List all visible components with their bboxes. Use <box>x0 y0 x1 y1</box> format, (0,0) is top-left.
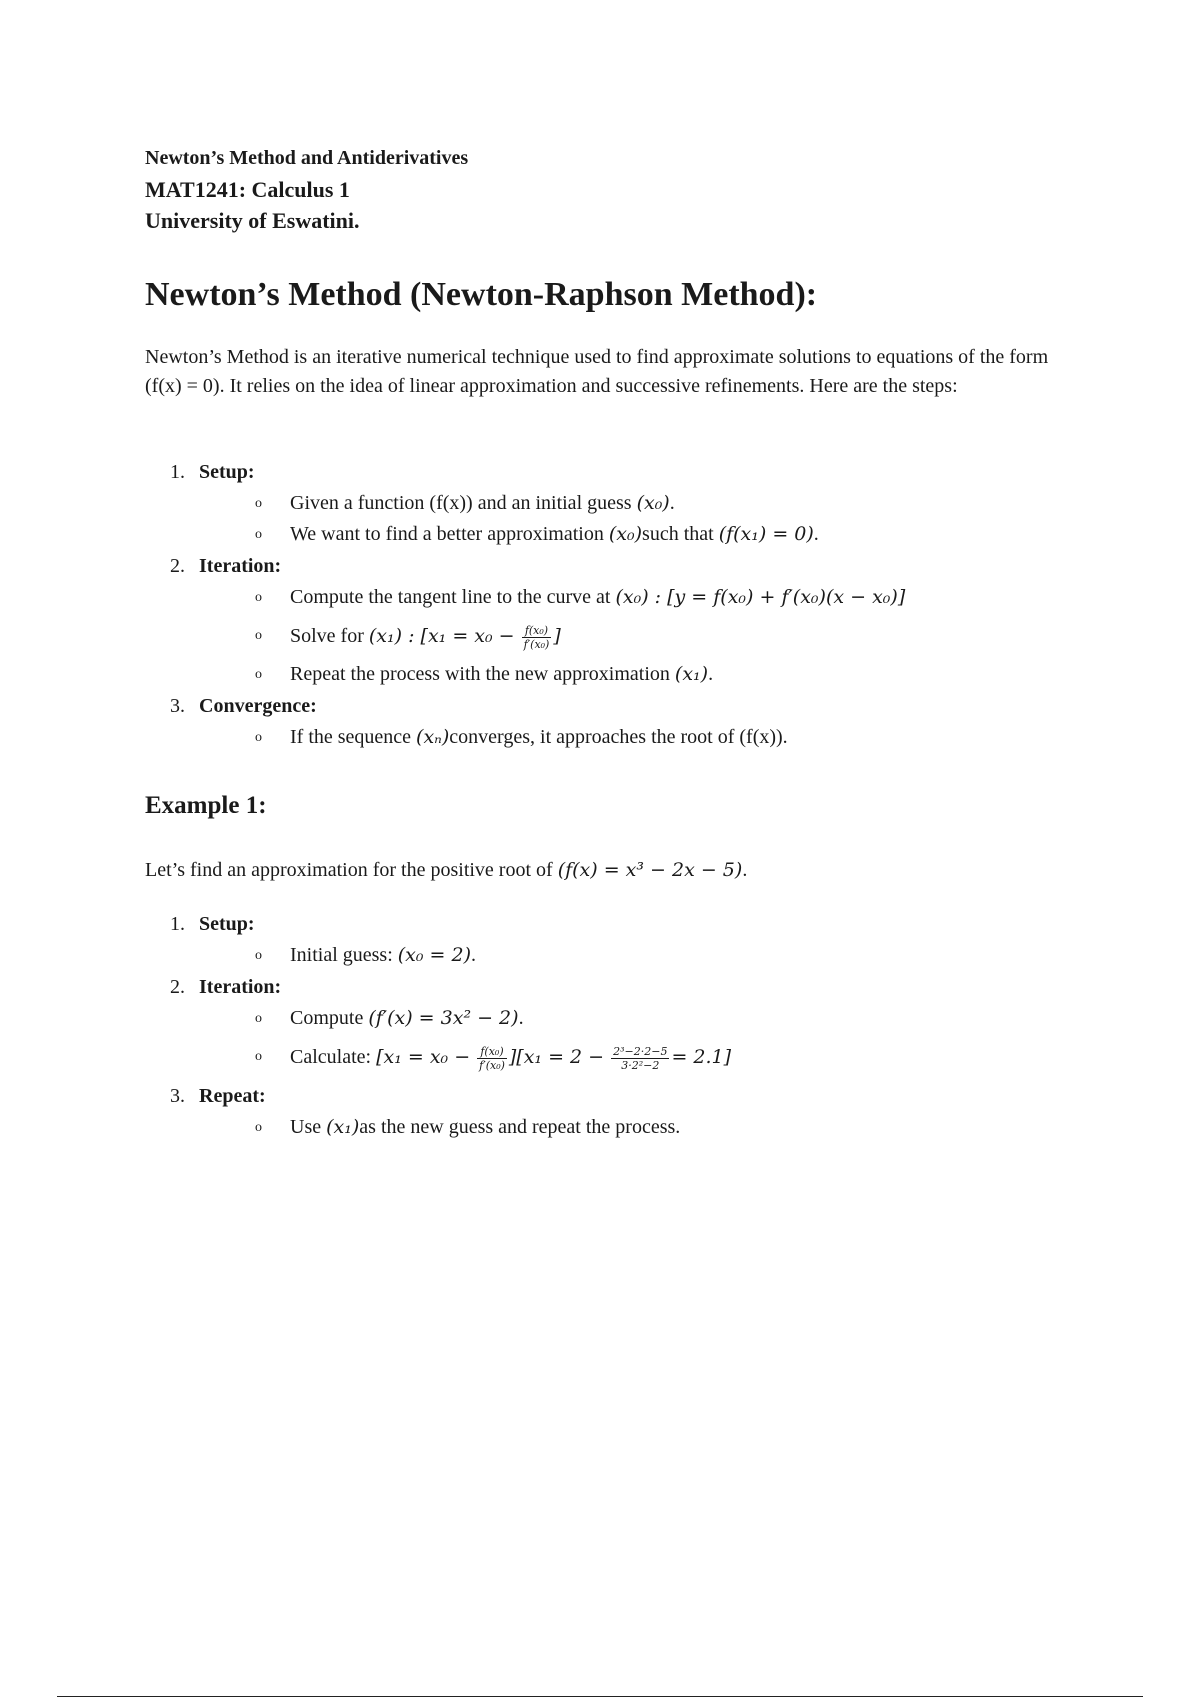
math-expression: (xₙ) <box>416 726 450 748</box>
course-code: MAT1241: Calculus 1 <box>145 177 350 202</box>
fraction: $\frac{\text{f(x₀)}}{\text{f′(x₀)}}$ <box>479 1044 505 1072</box>
list-item: o Initial guess: (x₀ = 2). <box>145 940 1095 971</box>
math-expression: [x₁ = x₀ − <box>376 1046 471 1068</box>
math-expression: (x₀) <box>636 492 670 514</box>
step-number: 3. <box>170 1085 185 1107</box>
circle-bullet-icon: o <box>255 730 262 745</box>
step-label: Setup: <box>199 913 255 935</box>
circle-bullet-icon: o <box>255 1120 262 1135</box>
list-item: o Use (x₁)as the new guess and repeat the process. <box>145 1112 1095 1143</box>
list-item: o Calculate: [x₁ = x₀ − $\frac{\text{f(x₀)}}{\text{f′(x₀)}}$ ][x₁ = 2 − $\frac{\text{2³−2·2−5}}{\text{3·2²−2}}$ = 2.1] <box>145 1034 1095 1080</box>
math-expression: (f′(x) = 3x² − 2) <box>368 1007 519 1029</box>
step-label: Iteration: <box>199 555 282 577</box>
circle-bullet-icon: o <box>255 1049 262 1064</box>
math-expression: (x₁) <box>326 1116 360 1138</box>
sub-list <box>145 940 1095 971</box>
sub-list <box>145 582 1095 690</box>
circle-bullet-icon: o <box>255 496 262 511</box>
example-step-setup <box>145 908 1095 971</box>
math-expression: (f(x) = x³ − 2x − 5) <box>557 859 743 881</box>
sub-list <box>145 722 1095 753</box>
step-number: 1. <box>170 461 185 483</box>
step-number: 1. <box>170 913 185 935</box>
list-item: o If the sequence (xₙ)converges, it approaches the root of (f(x)). <box>145 722 1095 753</box>
math-expression: (x₀ = 2) <box>397 944 472 966</box>
section-title: Newton’s Method (Newton-Raphson Method): <box>145 276 818 313</box>
step-number: 3. <box>170 695 185 717</box>
list-item: o Repeat the process with the new approximation (x₁). <box>145 659 1095 690</box>
example-step-iteration <box>145 971 1095 1080</box>
example-step-repeat <box>145 1080 1095 1143</box>
math-expression: (x₁) : [x₁ = x₀ − <box>368 625 515 647</box>
list-item: o Compute the tangent line to the curve at (x₀) : [y = f(x₀) + f′(x₀)(x − x₀)] <box>145 582 1095 613</box>
example-steps-list <box>145 908 1095 1143</box>
list-item: o We want to find a better approximation (x₀)such that (f(x₁) = 0). <box>145 519 1095 550</box>
list-item: o Compute (f′(x) = 3x² − 2). <box>145 1003 1095 1034</box>
circle-bullet-icon: o <box>255 527 262 542</box>
list-item: o Given a function (f(x)) and an initial guess (x₀). <box>145 488 1095 519</box>
document-header <box>145 143 468 236</box>
step-label: Iteration: <box>199 976 282 998</box>
circle-bullet-icon: o <box>255 628 262 643</box>
footer-divider <box>57 1696 1143 1697</box>
step-label: Convergence: <box>199 695 317 717</box>
example-intro: Let’s find an approximation for the positive root of (f(x) = x³ − 2x − 5). <box>145 859 748 881</box>
circle-bullet-icon: o <box>255 1011 262 1026</box>
section-intro: Newton’s Method is an iterative numerical technique used to find approximate solutions to equations of the form (f(x) = 0). It relies on the idea of linear approximation and successive refinements. Here are the steps: <box>145 346 1049 397</box>
math-expression: (x₀) <box>608 523 643 545</box>
university-name: University of Eswatini. <box>145 208 360 233</box>
method-step-convergence <box>145 690 1095 753</box>
step-label: Setup: <box>199 461 255 483</box>
step-number: 2. <box>170 976 185 998</box>
step-label: Repeat: <box>199 1085 266 1107</box>
circle-bullet-icon: o <box>255 590 262 605</box>
method-steps-list <box>145 456 1095 753</box>
circle-bullet-icon: o <box>255 948 262 963</box>
course-title: Newton’s Method and Antiderivatives <box>145 147 469 169</box>
step-number: 2. <box>170 555 185 577</box>
math-expression: (f(x₁) = 0) <box>718 523 814 545</box>
circle-bullet-icon: o <box>255 667 262 682</box>
math-expression: (x₀) : [y = f(x₀) + f′(x₀)(x − x₀)] <box>615 586 906 608</box>
sub-list <box>145 1112 1095 1143</box>
fraction: $\frac{\text{2³−2·2−5}}{\text{3·2²−2}}$ <box>613 1044 668 1072</box>
math-expression: (x₁) <box>674 663 709 685</box>
example-title: Example 1: <box>145 792 267 819</box>
sub-list <box>145 488 1095 550</box>
sub-list <box>145 1003 1095 1080</box>
list-item: o Solve for (x₁) : [x₁ = x₀ − $\frac{\text{f(x₀)}}{\text{f′(x₀)}}$ ] <box>145 613 1095 659</box>
fraction: $\frac{\text{f(x₀)}}{\text{f′(x₀)}}$ <box>523 623 550 651</box>
method-step-setup <box>145 456 1095 550</box>
method-step-iteration <box>145 550 1095 690</box>
